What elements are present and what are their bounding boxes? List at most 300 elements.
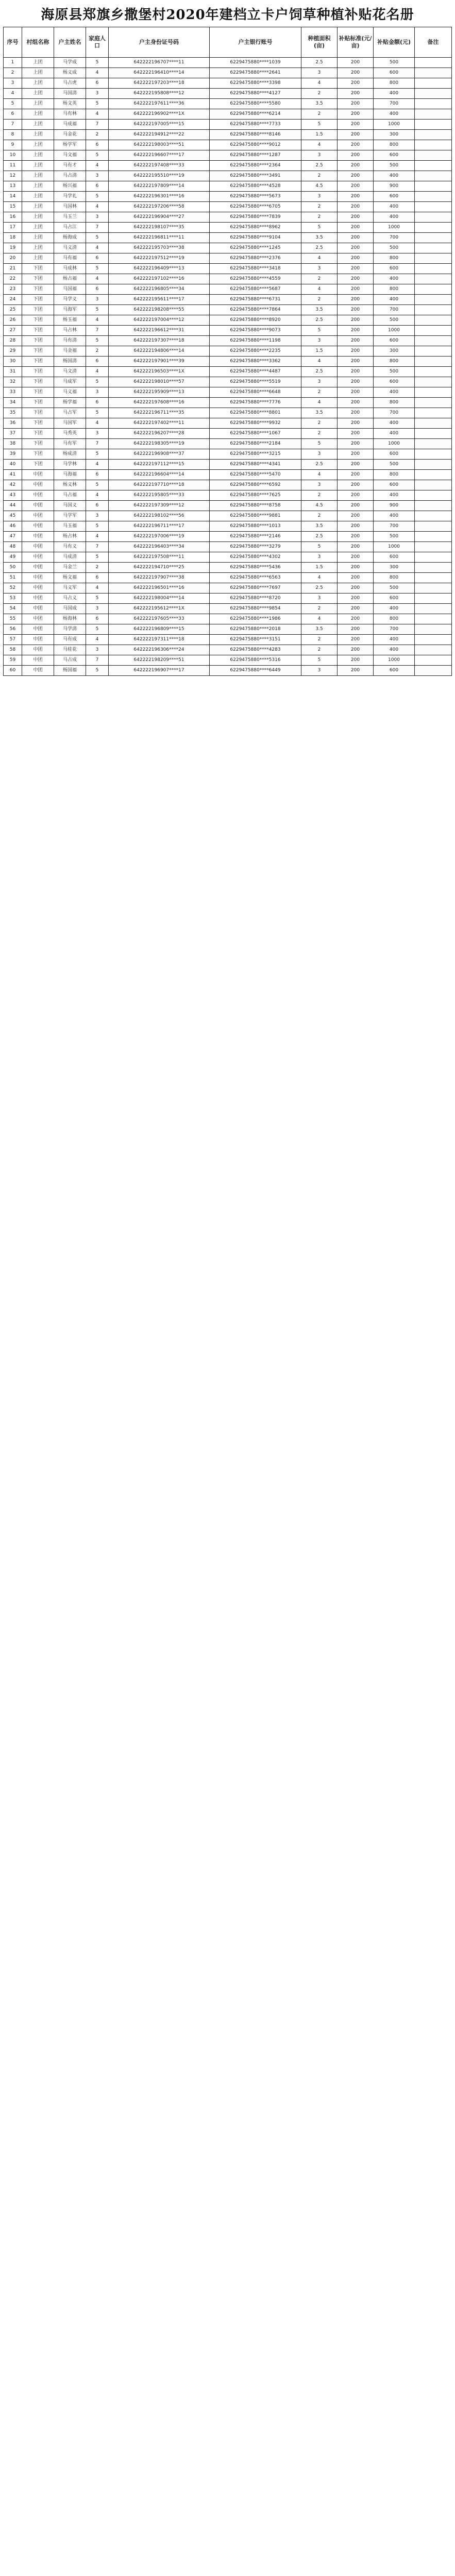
cell-name: 马占义 — [54, 594, 86, 604]
cell-no: 24 — [4, 295, 22, 305]
cell-no: 47 — [4, 532, 22, 542]
cell-id: 642222197608****16 — [109, 398, 210, 408]
cell-ward: 上团 — [22, 120, 54, 130]
cell-amt: 300 — [374, 130, 415, 140]
column-header-price: 补贴标准(元/亩) — [338, 27, 374, 58]
cell-price: 200 — [338, 130, 374, 140]
cell-area: 2 — [301, 604, 338, 614]
cell-area: 2 — [301, 645, 338, 655]
cell-id: 642222196811****11 — [109, 233, 210, 243]
cell-id: 642222196711****35 — [109, 408, 210, 418]
cell-ward: 中团 — [22, 604, 54, 614]
cell-acct: 6229475880****9854 — [210, 604, 301, 614]
cell-amt: 700 — [374, 521, 415, 532]
cell-price: 200 — [338, 150, 374, 161]
cell-rmk — [415, 563, 452, 573]
cell-name: 马玉福 — [54, 521, 86, 532]
cell-ward: 中团 — [22, 480, 54, 490]
cell-ward: 上团 — [22, 130, 54, 140]
table-row — [4, 274, 452, 284]
cell-id: 642222198004****14 — [109, 594, 210, 604]
cell-ward: 下团 — [22, 264, 54, 274]
cell-area: 2.5 — [301, 532, 338, 542]
cell-ward: 上团 — [22, 202, 54, 212]
cell-amt: 800 — [374, 253, 415, 264]
cell-area: 5 — [301, 655, 338, 666]
cell-count: 5 — [86, 377, 109, 387]
cell-count: 5 — [86, 521, 109, 532]
cell-count: 2 — [86, 130, 109, 140]
table-row — [4, 573, 452, 583]
table-row — [4, 58, 452, 68]
cell-area: 3 — [301, 336, 338, 346]
table-row — [4, 552, 452, 563]
cell-count: 2 — [86, 563, 109, 573]
cell-no: 39 — [4, 449, 22, 460]
cell-amt: 1000 — [374, 120, 415, 130]
cell-count: 4 — [86, 202, 109, 212]
cell-name: 马金福 — [54, 346, 86, 357]
cell-price: 200 — [338, 274, 374, 284]
cell-ward: 下团 — [22, 387, 54, 398]
cell-no: 18 — [4, 233, 22, 243]
cell-name: 杨义林 — [54, 480, 86, 490]
cell-no: 1 — [4, 58, 22, 68]
cell-price: 200 — [338, 480, 374, 490]
cell-ward: 中团 — [22, 501, 54, 511]
cell-ward: 下团 — [22, 449, 54, 460]
cell-area: 5 — [301, 326, 338, 336]
table-row — [4, 604, 452, 614]
cell-name: 马学林 — [54, 460, 86, 470]
cell-ward: 上团 — [22, 253, 54, 264]
cell-amt: 400 — [374, 171, 415, 181]
cell-amt: 400 — [374, 212, 415, 223]
cell-name: 杨海林 — [54, 614, 86, 624]
cell-area: 3 — [301, 377, 338, 387]
cell-no: 34 — [4, 398, 22, 408]
cell-id: 642222197206****58 — [109, 202, 210, 212]
table-row — [4, 532, 452, 542]
cell-count: 3 — [86, 511, 109, 521]
cell-area: 3 — [301, 449, 338, 460]
cell-count: 3 — [86, 171, 109, 181]
cell-rmk — [415, 480, 452, 490]
cell-name: 马国成 — [54, 604, 86, 614]
cell-rmk — [415, 274, 452, 284]
cell-name: 马海福 — [54, 470, 86, 480]
cell-price: 200 — [338, 635, 374, 645]
cell-id: 642222197004****12 — [109, 315, 210, 326]
cell-name: 杨海成 — [54, 233, 86, 243]
cell-count: 6 — [86, 501, 109, 511]
cell-name: 杨学福 — [54, 398, 86, 408]
cell-amt: 700 — [374, 305, 415, 315]
cell-acct: 6229475880****3398 — [210, 78, 301, 89]
cell-acct: 6229475880****4302 — [210, 552, 301, 563]
cell-id: 642222196711****17 — [109, 521, 210, 532]
cell-name: 杨玉福 — [54, 315, 86, 326]
cell-id: 642222198107****35 — [109, 223, 210, 233]
cell-amt: 700 — [374, 99, 415, 109]
cell-name: 马成清 — [54, 552, 86, 563]
cell-acct: 6229475880****5519 — [210, 377, 301, 387]
cell-amt: 400 — [374, 274, 415, 284]
cell-amt: 800 — [374, 614, 415, 624]
cell-amt: 300 — [374, 563, 415, 573]
cell-count: 7 — [86, 223, 109, 233]
table-row — [4, 511, 452, 521]
cell-count: 5 — [86, 594, 109, 604]
cell-price: 200 — [338, 336, 374, 346]
cell-amt: 800 — [374, 398, 415, 408]
cell-name: 马成林 — [54, 264, 86, 274]
cell-ward: 中团 — [22, 635, 54, 645]
cell-area: 2 — [301, 171, 338, 181]
cell-rmk — [415, 418, 452, 429]
cell-acct: 6229475880****8146 — [210, 130, 301, 140]
cell-id: 642222196809****15 — [109, 624, 210, 635]
cell-ward: 上团 — [22, 171, 54, 181]
cell-id: 642222194710****25 — [109, 563, 210, 573]
cell-count: 4 — [86, 635, 109, 645]
cell-ward: 下团 — [22, 418, 54, 429]
cell-acct: 6229475880****2235 — [210, 346, 301, 357]
cell-rmk — [415, 264, 452, 274]
table-row — [4, 140, 452, 150]
cell-rmk — [415, 429, 452, 439]
cell-count: 5 — [86, 150, 109, 161]
cell-ward: 下团 — [22, 408, 54, 418]
cell-area: 2 — [301, 635, 338, 645]
cell-count: 3 — [86, 429, 109, 439]
cell-amt: 600 — [374, 480, 415, 490]
cell-id: 642222197408****33 — [109, 161, 210, 171]
cell-no: 38 — [4, 439, 22, 449]
cell-rmk — [415, 387, 452, 398]
cell-acct: 6229475880****8920 — [210, 315, 301, 326]
cell-count: 5 — [86, 192, 109, 202]
cell-name: 马有才 — [54, 161, 86, 171]
cell-area: 2 — [301, 418, 338, 429]
cell-id: 642222196805****34 — [109, 284, 210, 295]
cell-no: 7 — [4, 120, 22, 130]
cell-id: 642222197005****15 — [109, 120, 210, 130]
cell-acct: 6229475880****8758 — [210, 501, 301, 511]
cell-area: 4 — [301, 140, 338, 150]
cell-id: 642222196501****16 — [109, 583, 210, 594]
cell-count: 4 — [86, 532, 109, 542]
cell-rmk — [415, 109, 452, 120]
table-row — [4, 120, 452, 130]
cell-rmk — [415, 655, 452, 666]
cell-count: 4 — [86, 315, 109, 326]
cell-amt: 600 — [374, 552, 415, 563]
cell-no: 42 — [4, 480, 22, 490]
cell-ward: 中团 — [22, 511, 54, 521]
cell-no: 59 — [4, 655, 22, 666]
cell-price: 200 — [338, 583, 374, 594]
cell-acct: 6229475880****4528 — [210, 181, 301, 192]
cell-acct: 6229475880****6648 — [210, 387, 301, 398]
cell-id: 642222197605****33 — [109, 614, 210, 624]
cell-name: 马占福 — [54, 490, 86, 501]
cell-ward: 中团 — [22, 490, 54, 501]
cell-price: 200 — [338, 181, 374, 192]
cell-area: 4 — [301, 78, 338, 89]
cell-rmk — [415, 666, 452, 676]
cell-price: 200 — [338, 563, 374, 573]
cell-area: 5 — [301, 439, 338, 449]
cell-no: 14 — [4, 192, 22, 202]
cell-count: 5 — [86, 305, 109, 315]
cell-no: 51 — [4, 573, 22, 583]
table-row — [4, 521, 452, 532]
cell-no: 13 — [4, 181, 22, 192]
cell-no: 9 — [4, 140, 22, 150]
table-row — [4, 501, 452, 511]
cell-rmk — [415, 542, 452, 552]
cell-acct: 6229475880****8801 — [210, 408, 301, 418]
cell-acct: 6229475880****3151 — [210, 635, 301, 645]
cell-area: 3.5 — [301, 624, 338, 635]
cell-area: 2 — [301, 295, 338, 305]
cell-rmk — [415, 449, 452, 460]
cell-name: 马海军 — [54, 305, 86, 315]
cell-id: 642222198003****51 — [109, 140, 210, 150]
cell-rmk — [415, 171, 452, 181]
cell-acct: 6229475880****1986 — [210, 614, 301, 624]
cell-amt: 800 — [374, 357, 415, 367]
cell-rmk — [415, 573, 452, 583]
cell-id: 642222196707****11 — [109, 58, 210, 68]
cell-price: 200 — [338, 120, 374, 130]
cell-count: 4 — [86, 68, 109, 78]
cell-name: 马有福 — [54, 253, 86, 264]
cell-area: 2.5 — [301, 243, 338, 253]
cell-area: 4 — [301, 573, 338, 583]
cell-amt: 1000 — [374, 542, 415, 552]
cell-rmk — [415, 223, 452, 233]
cell-name: 马金花 — [54, 130, 86, 140]
table-row — [4, 429, 452, 439]
cell-count: 6 — [86, 398, 109, 408]
cell-rmk — [415, 583, 452, 594]
cell-amt: 800 — [374, 78, 415, 89]
cell-no: 23 — [4, 284, 22, 295]
cell-ward: 中团 — [22, 624, 54, 635]
cell-ward: 下团 — [22, 305, 54, 315]
cell-ward: 下团 — [22, 315, 54, 326]
cell-no: 46 — [4, 521, 22, 532]
cell-price: 200 — [338, 233, 374, 243]
cell-price: 200 — [338, 346, 374, 357]
cell-count: 6 — [86, 284, 109, 295]
cell-acct: 6229475880****5436 — [210, 563, 301, 573]
cell-no: 29 — [4, 346, 22, 357]
cell-rmk — [415, 212, 452, 223]
table-row — [4, 78, 452, 89]
cell-name: 马有军 — [54, 439, 86, 449]
table-row — [4, 460, 452, 470]
cell-acct: 6229475880****9012 — [210, 140, 301, 150]
cell-amt: 700 — [374, 624, 415, 635]
cell-area: 3.5 — [301, 305, 338, 315]
cell-name: 杨兴福 — [54, 181, 86, 192]
cell-no: 41 — [4, 470, 22, 480]
cell-name: 马成福 — [54, 120, 86, 130]
cell-id: 642222196907****17 — [109, 666, 210, 676]
table-row — [4, 89, 452, 99]
cell-name: 杨文英 — [54, 99, 86, 109]
table-row — [4, 408, 452, 418]
table-row — [4, 594, 452, 604]
cell-id: 642222197102****16 — [109, 274, 210, 284]
cell-ward: 中团 — [22, 552, 54, 563]
cell-id: 642222198010****57 — [109, 377, 210, 387]
cell-rmk — [415, 604, 452, 614]
cell-price: 200 — [338, 223, 374, 233]
cell-acct: 6229475880****3491 — [210, 171, 301, 181]
cell-no: 52 — [4, 583, 22, 594]
cell-amt: 600 — [374, 336, 415, 346]
cell-no: 25 — [4, 305, 22, 315]
cell-rmk — [415, 511, 452, 521]
cell-price: 200 — [338, 253, 374, 264]
cell-amt: 500 — [374, 58, 415, 68]
cell-rmk — [415, 140, 452, 150]
cell-ward: 中团 — [22, 614, 54, 624]
cell-id: 642222198102****56 — [109, 511, 210, 521]
cell-ward: 上团 — [22, 99, 54, 109]
cell-count: 5 — [86, 552, 109, 563]
cell-price: 200 — [338, 89, 374, 99]
table-row — [4, 150, 452, 161]
cell-amt: 1000 — [374, 326, 415, 336]
cell-id: 642222195612****1X — [109, 604, 210, 614]
cell-rmk — [415, 624, 452, 635]
cell-area: 4 — [301, 398, 338, 408]
cell-ward: 上团 — [22, 150, 54, 161]
cell-price: 200 — [338, 192, 374, 202]
cell-area: 5 — [301, 223, 338, 233]
cell-id: 642222195611****17 — [109, 295, 210, 305]
cell-price: 200 — [338, 542, 374, 552]
cell-no: 48 — [4, 542, 22, 552]
cell-acct: 6229475880****2184 — [210, 439, 301, 449]
cell-name: 马占成 — [54, 655, 86, 666]
cell-rmk — [415, 336, 452, 346]
cell-id: 642222195808****12 — [109, 89, 210, 99]
cell-name: 杨学军 — [54, 140, 86, 150]
cell-ward: 上团 — [22, 109, 54, 120]
cell-price: 200 — [338, 367, 374, 377]
cell-count: 7 — [86, 120, 109, 130]
cell-amt: 600 — [374, 264, 415, 274]
cell-no: 28 — [4, 336, 22, 346]
cell-acct: 6229475880****8962 — [210, 223, 301, 233]
cell-count: 6 — [86, 253, 109, 264]
cell-price: 200 — [338, 460, 374, 470]
cell-id: 642222197907****38 — [109, 573, 210, 583]
table-row — [4, 192, 452, 202]
cell-amt: 400 — [374, 202, 415, 212]
cell-count: 5 — [86, 58, 109, 68]
cell-rmk — [415, 532, 452, 542]
cell-ward: 上团 — [22, 140, 54, 150]
cell-price: 200 — [338, 109, 374, 120]
cell-name: 马占虎 — [54, 78, 86, 89]
cell-id: 642222197512****19 — [109, 253, 210, 264]
cell-amt: 600 — [374, 449, 415, 460]
cell-no: 33 — [4, 387, 22, 398]
table-row — [4, 655, 452, 666]
cell-ward: 上团 — [22, 181, 54, 192]
cell-id: 642222195909****13 — [109, 387, 210, 398]
cell-name: 马学成 — [54, 58, 86, 68]
cell-name: 马文清 — [54, 367, 86, 377]
cell-name: 杨文福 — [54, 573, 86, 583]
cell-count: 7 — [86, 326, 109, 336]
cell-acct: 6229475880****1198 — [210, 336, 301, 346]
cell-area: 4 — [301, 357, 338, 367]
cell-amt: 400 — [374, 604, 415, 614]
column-header-rmk: 备注 — [415, 27, 452, 58]
cell-no: 55 — [4, 614, 22, 624]
cell-ward: 下团 — [22, 346, 54, 357]
cell-id: 642222197311****18 — [109, 635, 210, 645]
cell-price: 200 — [338, 99, 374, 109]
table-row — [4, 542, 452, 552]
cell-count: 3 — [86, 295, 109, 305]
cell-name: 杨成清 — [54, 449, 86, 460]
cell-name: 马国林 — [54, 202, 86, 212]
cell-id: 642222196902****1X — [109, 109, 210, 120]
cell-rmk — [415, 346, 452, 357]
cell-name: 马有成 — [54, 635, 86, 645]
cell-name: 马占清 — [54, 171, 86, 181]
cell-acct: 6229475880****1287 — [210, 150, 301, 161]
cell-no: 40 — [4, 460, 22, 470]
cell-amt: 800 — [374, 140, 415, 150]
cell-rmk — [415, 315, 452, 326]
cell-amt: 400 — [374, 511, 415, 521]
cell-rmk — [415, 408, 452, 418]
cell-rmk — [415, 58, 452, 68]
cell-price: 200 — [338, 161, 374, 171]
cell-acct: 6229475880****4559 — [210, 274, 301, 284]
cell-amt: 600 — [374, 377, 415, 387]
cell-area: 4 — [301, 470, 338, 480]
cell-rmk — [415, 470, 452, 480]
cell-area: 1.5 — [301, 130, 338, 140]
cell-count: 6 — [86, 140, 109, 150]
cell-name: 马有林 — [54, 109, 86, 120]
cell-price: 200 — [338, 604, 374, 614]
cell-name: 马桂花 — [54, 645, 86, 655]
cell-count: 5 — [86, 480, 109, 490]
cell-no: 19 — [4, 243, 22, 253]
cell-rmk — [415, 233, 452, 243]
cell-id: 642222194912****22 — [109, 130, 210, 140]
cell-area: 2.5 — [301, 58, 338, 68]
cell-price: 200 — [338, 429, 374, 439]
cell-acct: 6229475880****5673 — [210, 192, 301, 202]
cell-no: 21 — [4, 264, 22, 274]
cell-name: 马占林 — [54, 326, 86, 336]
cell-count: 5 — [86, 449, 109, 460]
cell-acct: 6229475880****7697 — [210, 583, 301, 594]
